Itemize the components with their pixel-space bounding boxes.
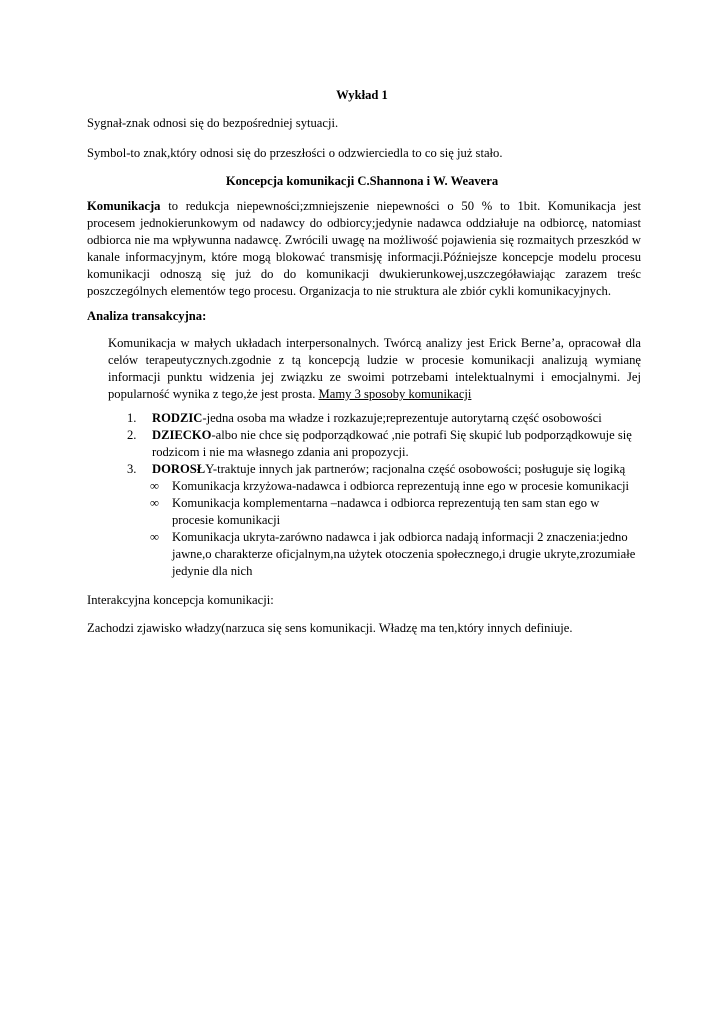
ego-states-list (108, 410, 641, 580)
list-number: 1. (127, 411, 137, 425)
sygnal-paragraph: Sygnał-znak odnosi się do bezpośredniej sytuacji. (87, 116, 339, 130)
subitem-text: Komunikacja komplementarna –nadawca i odbiorca reprezentują ten sam stan ego w procesie komunikacji (172, 496, 600, 527)
analiza-heading: Analiza transakcyjna: (87, 309, 207, 323)
analiza-paragraph (108, 335, 641, 403)
list-text: -albo nie chce się podporządkować ,nie potrafi Się skupić lub podporządkowuje się rodzicom i nie ma własnego zdania ani propozycji. (152, 428, 632, 459)
list-term: DOROSŁ (152, 462, 206, 476)
list-text: -jedna osoba ma władze i rozkazuje;reprezentuje autorytarną część osobowości (202, 411, 602, 425)
komunikacja-text: to redukcja niepewności;zmniejszenie niepewności o 50 % to 1bit. Komunikacja jest procesem jednokierunkowym od nadawcy do odbiorcy;jedynie nadawca oddziałuje na odbiorcę, natomiast odbiorca nie ma wpływunna nadawcę. Zwrócili uwagę na możliwość pojawienia się rozmaitych przeszkód w kanale informacyjnym, które mogą blokować transmisję informacji.Późniejsze koncepcje modelu procesu komunikacji odnoszą się już do do komunikacji dwukierunkowej,uszczegóławiając zarazem treśc poszczególnych elementów tego procesu. Organizacja to nie struktura ale zbiór cykli komunikacyjnych. (87, 199, 641, 298)
infinity-bullet-icon: ∞ (150, 530, 159, 544)
list-number: 2. (127, 428, 137, 442)
analiza-text: Komunikacja w małych układach interpersonalnych. Twórcą analizy jest Erick Berne’a, opracował dla celów terapeutycznych.zgodnie z tą koncepcją ludzie w procesie komunikacji analizują wymianę informacji punktu widzenia jej związku ze swoimi potrzebami intelektualnymi i emocjalnymi. Jej popularność wynika z tego,że jest prosta. (108, 336, 641, 401)
list-item-dorosly (108, 461, 641, 580)
list-number: 3. (127, 462, 137, 476)
zachodzi-paragraph: Zachodzi zjawisko władzy(narzuca się sens komunikacji. Władzę ma ten,który innych definiuje. (87, 621, 573, 635)
analiza-underlined: Mamy 3 sposoby komunikacji (318, 387, 472, 401)
list-item-ukryta (150, 529, 641, 580)
subitem-text: Komunikacja ukryta-zarówno nadawca i jak odbiorca nadają informacji 2 znaczenia:jedno jawne,o charakterze oficjalnym,na użytek otoczenia społecznego,i drugie ukryte,zrozumiałe jedynie dla nich (172, 530, 636, 578)
symbol-paragraph: Symbol-to znak,który odnosi się do przeszłości o odzwierciedla to co się już stało. (87, 146, 503, 160)
list-item-komplementarna (150, 495, 641, 529)
list-term: DZIECKO (152, 428, 212, 442)
list-item-dziecko (108, 427, 641, 461)
list-term: RODZIC (152, 411, 203, 425)
komunikacja-paragraph (87, 198, 641, 300)
document-title: Wykład 1 (336, 88, 388, 102)
list-item-rodzic (108, 410, 641, 427)
komunikacja-term: Komunikacja (87, 199, 161, 213)
list-text: Y-traktuje innych jak partnerów; racjonalna część osobowości; posługuje się logiką (205, 462, 626, 476)
communication-types-list (150, 478, 641, 580)
list-item-krzyzowa (150, 478, 641, 495)
infinity-bullet-icon: ∞ (150, 479, 159, 493)
interakcyjna-paragraph: Interakcyjna koncepcja komunikacji: (87, 593, 274, 607)
infinity-bullet-icon: ∞ (150, 496, 159, 510)
koncepcja-heading: Koncepcja komunikacji C.Shannona i W. Weavera (225, 174, 499, 188)
subitem-text: Komunikacja krzyżowa-nadawca i odbiorca reprezentują inne ego w procesie komunikacji (172, 479, 630, 493)
